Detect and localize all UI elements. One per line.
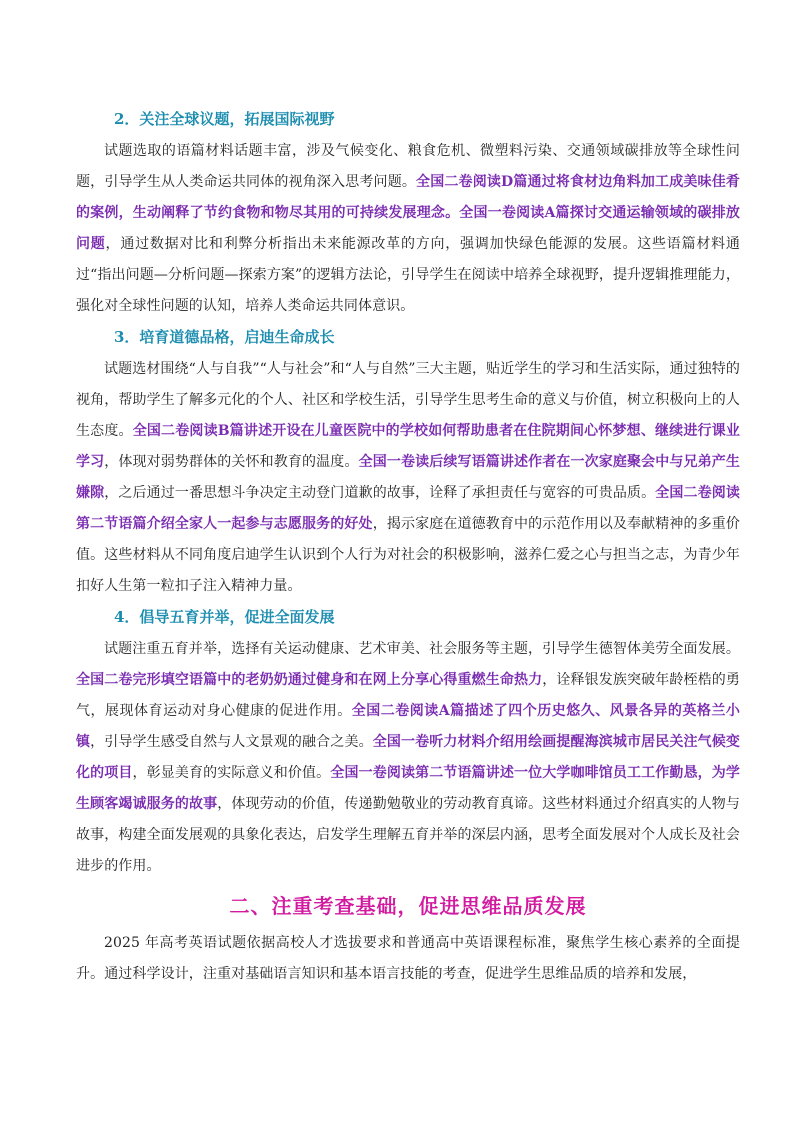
text-run: 试题选材围绕“人与自我”“人与社会”和“人与自然”三大主题，贴近学生的学习和生活实际，通过独特的视角，帮助学生了解多元化的个人、社区和学校生活，引导学生思考生命的意义与价值，树立积极向上的人生态度。 [76,361,740,439]
text-run: ，揭示家庭在道德教育中的示范作用以及奉献精神的多重价值。这些材料从不同角度启迪学生认识到个人行为对社会的积极影响，滋养仁爱之心与担当之志，为青少年扣好人生第一粒扣子注入精神力量。 [76,516,740,594]
paragraph-all-round-development [76,634,740,882]
paragraph-global-issues [76,136,740,322]
highlight-text: 全国二卷阅读第二节语篇介绍全家人一起参与志愿服务的好处 [76,485,740,532]
highlight-text: 全国二卷阅读A篇描述了四个历史悠久、风景各异的英格兰小镇 [76,703,741,750]
highlight-text: 全国一卷听力材料介绍用绘画提醒海滨城市居民关注气候变化的项目 [76,734,740,781]
paragraph-part2-intro: 2025 年高考英语试题依据高校人才选拔要求和普通高中英语课程标准，聚焦学生核心素养的全面提升。通过科学设计，注重对基础语言知识和基本语言技能的考查，促进学生思维品质的培养和发展， [76,935,740,982]
text-run: 试题选取的语篇材料话题丰富，涉及气候变化、粮食危机、微塑料污染、交通领域碳排放等全球性问题，引导学生从人类命运共同体的视角深入思考问题。 [76,143,740,190]
section-title: 二、注重考查基础，促进思维品质发展 [229,894,587,918]
highlight-text: 全国二卷阅读B篇讲述开设在儿童医院中的学校如何帮助患者在住院期间心怀梦想、继续进行课业学习 [76,423,740,470]
highlight-text: 全国一卷阅读第二节语篇讲述一位大学咖啡馆员工工作勤恳，为学生顾客竭诚服务的故事 [76,765,740,812]
highlight-text: 全国一卷阅读A篇探讨交通运输领域的碳排放问题 [76,205,740,252]
text-run: ，诠释银发族突破年龄桎梏的勇气，展现体育运动对身心健康的促进作用。 [76,672,740,719]
subheading-all-round-development: 4．倡导五育并举，促进全面发展 [114,608,335,626]
text-run: ，体现劳动的价值，传递勤勉敬业的劳动教育真谛。这些材料通过介绍真实的人物与故事，构建全面发展观的具象化表达，启发学生理解五育并举的深层内涵，思考全面发展对个人成长及社会进步的作用。 [76,796,740,874]
document-content [76,106,740,990]
highlight-text: 全国二卷阅读D篇通过将食材边角料加工成美味佳肴的案例，生动阐释了节约食物和物尽其用的可持续发展理念。 [76,174,740,221]
highlight-text: 全国一卷读后续写语篇讲述作者在一次家庭聚会中与兄弟产生嫌隙 [76,454,741,501]
text-run: ，之后通过一番思想斗争决定主动登门道歉的故事，诠释了承担责任与宽容的可贵品质。 [104,485,656,501]
text-run: ，通过数据对比和利弊分析指出未来能源改革的方向，强调加快绿色能源的发展。这些语篇材料通过“指出问题—分析问题—探索方案”的逻辑方法论，引导学生在阅读中培养全球视野，提升逻辑推理能力，强化对全球性问题的认知，培养人类命运共同体意识。 [76,236,740,314]
text-run: 试题注重五育并举，选择有关运动健康、艺术审美、社会服务等主题，引导学生德智体美劳全面发展。 [104,641,740,657]
subheading-global-issues: 2．关注全球议题，拓展国际视野 [114,110,335,128]
text-run: ，体现对弱势群体的关怀和教育的温度。 [104,454,359,470]
subheading-moral-character: 3．培育道德品格，启迪生命成长 [114,328,335,346]
paragraph-moral-character [76,354,740,602]
highlight-text: 全国二卷完形填空语篇中的老奶奶通过健身和在网上分享心得重燃生命热力 [76,672,543,688]
text-run: ，彰显美育的实际意义和价值。 [132,765,331,781]
text-run: ，引导学生感受自然与人文景观的融合之美。 [90,734,373,750]
